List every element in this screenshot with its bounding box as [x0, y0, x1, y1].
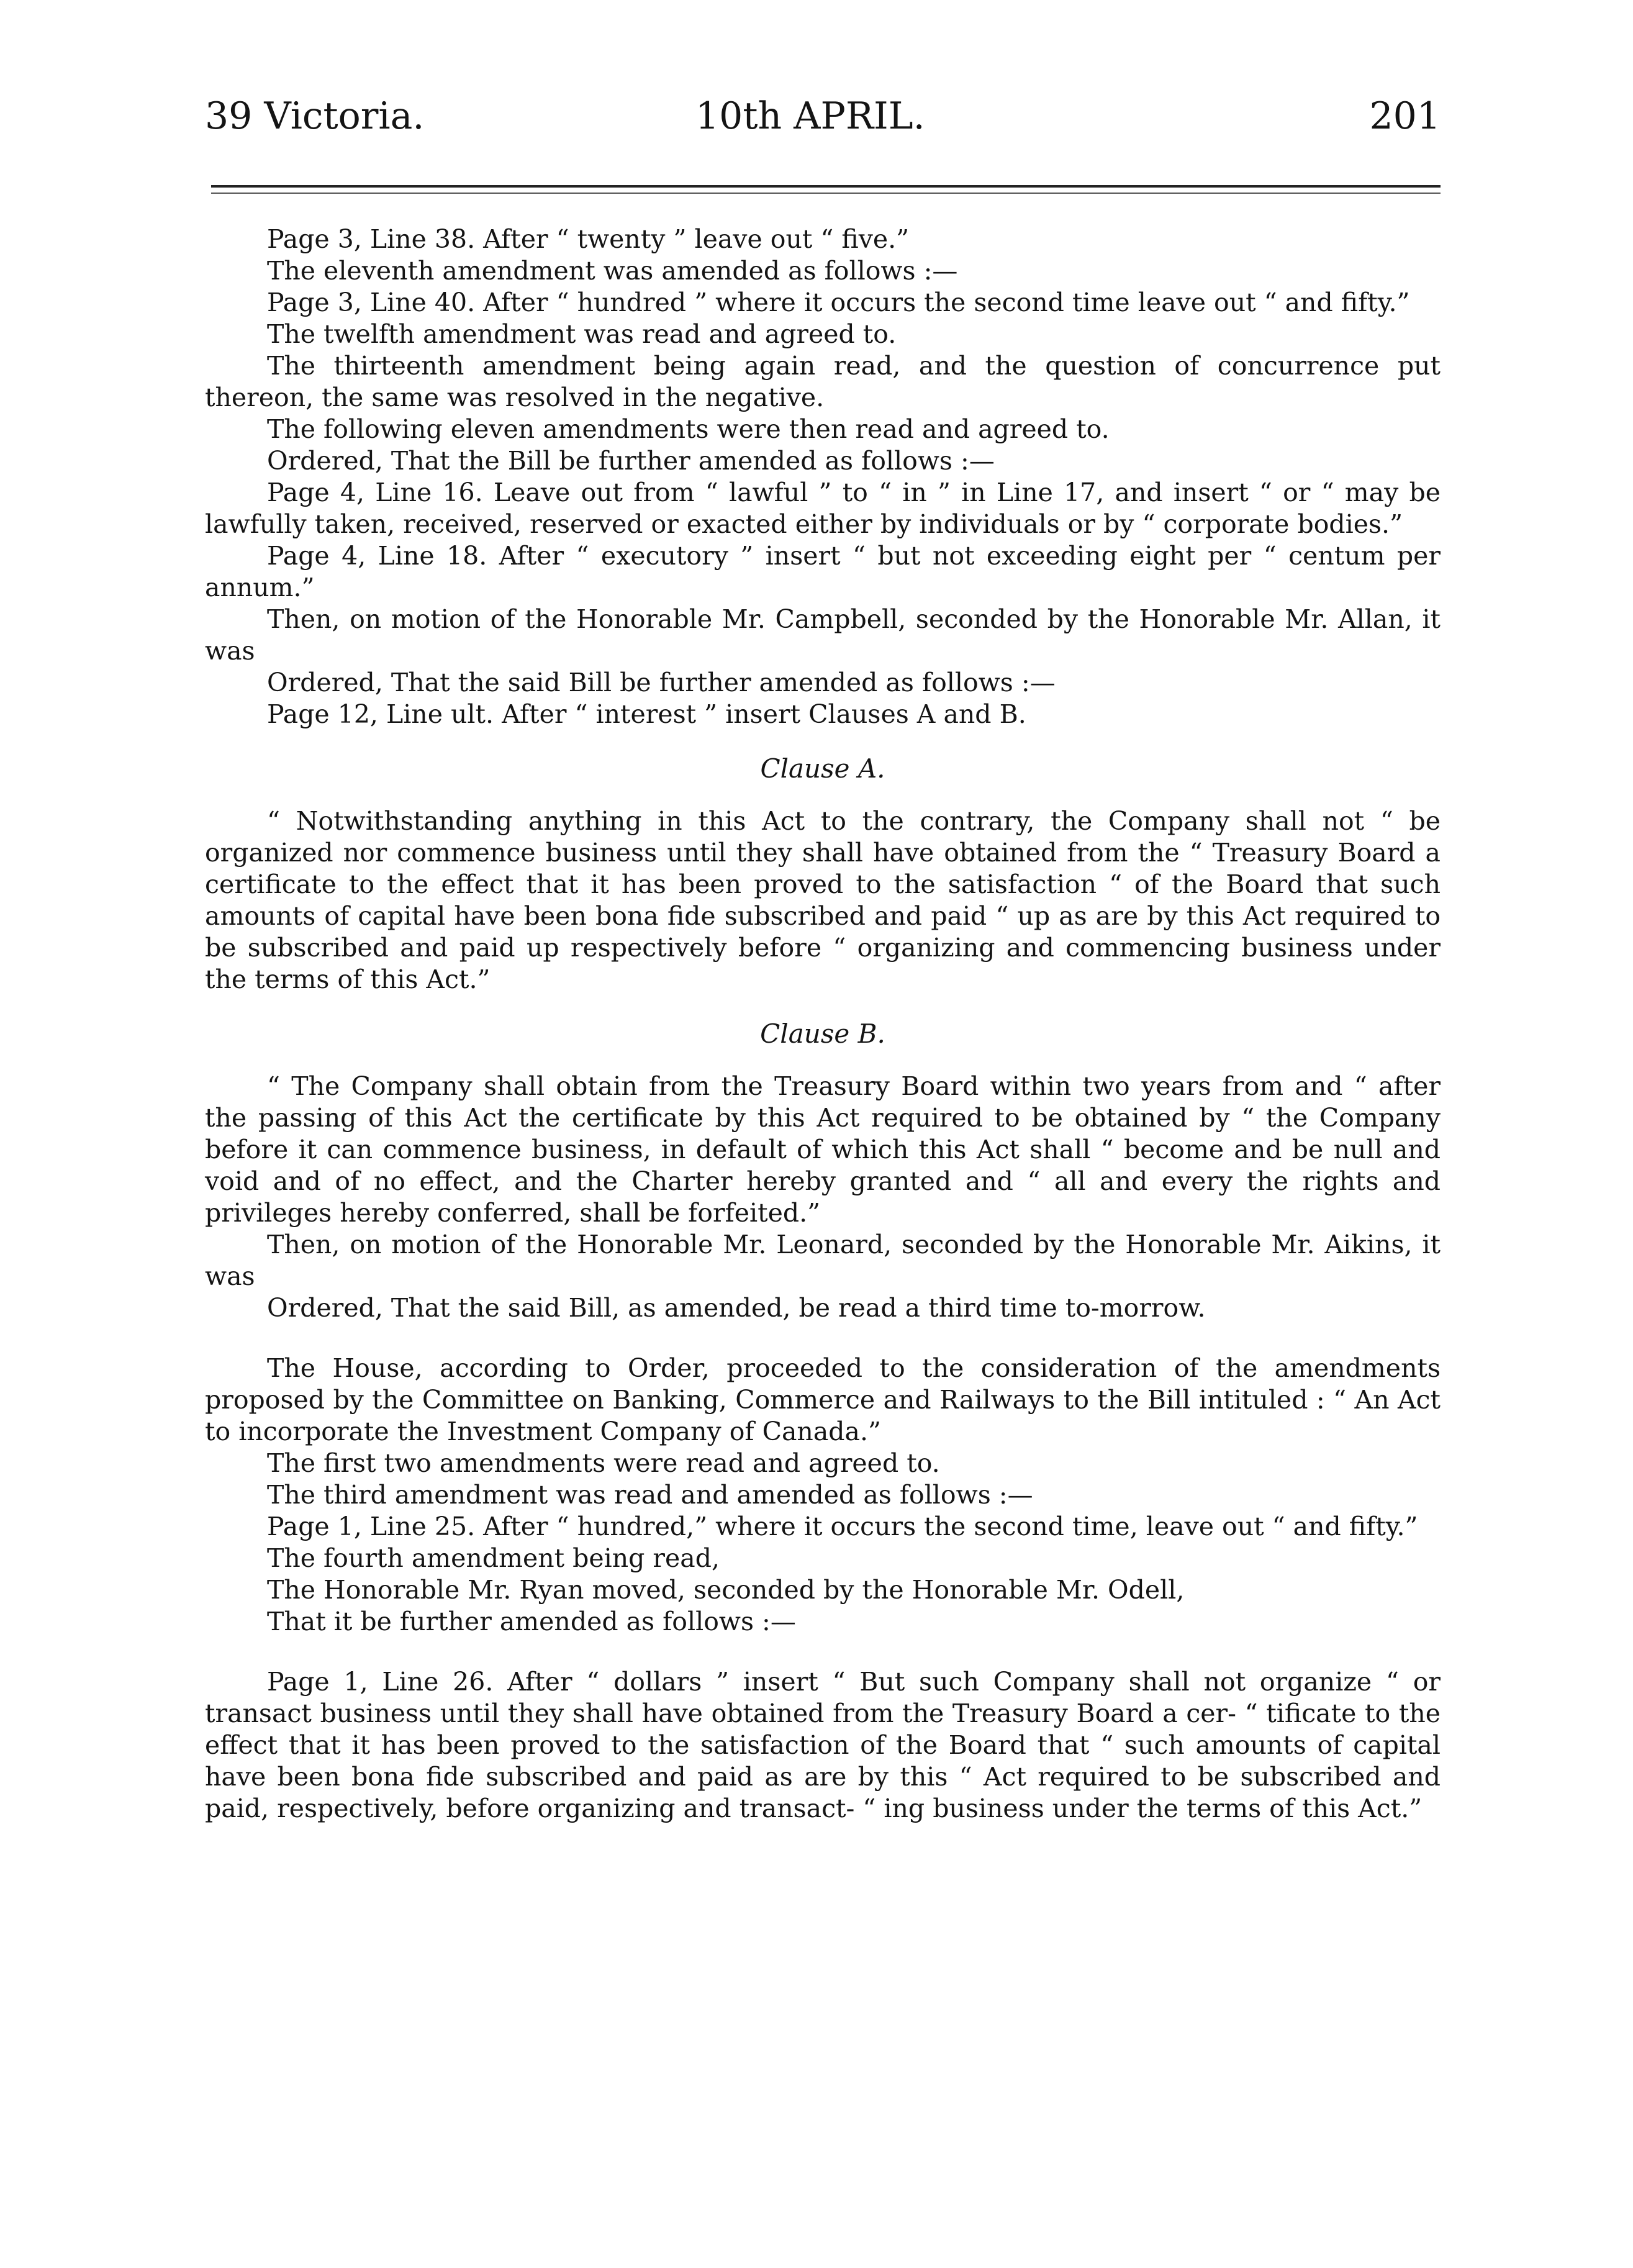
- clause-a-heading: Clause A.: [760, 753, 885, 784]
- paragraph: Page 3, Line 38. After “ twenty ” leave out “ five.”: [267, 224, 910, 254]
- paragraph: Then, on motion of the Honorable Mr. Leonard, seconded by the Honorable Mr. Aikins, it was: [205, 1230, 1441, 1291]
- final-paragraph: Page 1, Line 26. After “ dollars ” insert “ But such Company shall not organize “ or transact business until they shall have obtained from the Treasury Board a cer- “ tificate to the effect that it has been proved to the satisfaction of the Board that “ such amounts of capital have been bona fide subscribed and paid as are by this “ Act required to be subscribed and paid, respectively, before organizing and transact- “ ing business under the terms of this Act.”: [205, 1667, 1441, 1823]
- paragraph: Page 1, Line 25. After “ hundred,” where it occurs the second time, leave out “ and fifty.”: [267, 1512, 1418, 1541]
- paragraph: The thirteenth amendment being again read, and the question of concurrence put thereon, the same was resolved in the negative.: [205, 351, 1441, 412]
- header-session: 39 Victoria.: [205, 94, 425, 138]
- paragraph: Page 4, Line 18. After “ executory ” insert “ but not exceeding eight per “ centum per annum.”: [205, 541, 1441, 602]
- paragraph: Page 3, Line 40. After “ hundred ” where it occurs the second time leave out “ and fifty.”: [267, 288, 1410, 317]
- paragraph: The eleventh amendment was amended as follows :—: [267, 256, 958, 286]
- paragraph: Ordered, That the Bill be further amended as follows :—: [267, 446, 995, 476]
- paragraph: That it be further amended as follows :—: [267, 1607, 796, 1636]
- paragraph: Page 12, Line ult. After “ interest ” insert Clauses A and B.: [267, 699, 1026, 729]
- paragraph: The twelfth amendment was read and agreed to.: [267, 319, 897, 349]
- paragraph: Ordered, That the said Bill, as amended, be read a third time to-morrow.: [267, 1293, 1206, 1323]
- paragraph: The third amendment was read and amended as follows :—: [267, 1480, 1033, 1510]
- clause-b-heading: Clause B.: [760, 1018, 885, 1049]
- paragraph: The first two amendments were read and agreed to.: [267, 1448, 940, 1478]
- paragraph: The fourth amendment being read,: [267, 1543, 720, 1573]
- paragraph: The House, according to Order, proceeded to the consideration of the amendments proposed by the Committee on Banking, Commerce and Railways to the Bill intituled : “ An Act to incorporate the Investment Company of Canada.”: [205, 1353, 1441, 1446]
- paragraph: Ordered, That the said Bill be further amended as follows :—: [267, 668, 1056, 697]
- page-header: [205, 94, 1441, 150]
- header-date: 10th APRIL.: [695, 94, 925, 138]
- header-rule-thin: [211, 193, 1441, 194]
- paragraph: The following eleven amendments were then read and agreed to.: [267, 414, 1110, 444]
- paragraph: The Honorable Mr. Ryan moved, seconded by the Honorable Mr. Odell,: [267, 1575, 1185, 1605]
- paragraph: Then, on motion of the Honorable Mr. Campbell, seconded by the Honorable Mr. Allan, it was: [205, 604, 1441, 666]
- paragraph: Page 4, Line 16. Leave out from “ lawful ” to “ in ” in Line 17, and insert “ or “ may be lawfully taken, received, reserved or exacted either by individuals or by “ corporate bodies.”: [205, 478, 1441, 539]
- clause-a-text: “ Notwithstanding anything in this Act to the contrary, the Company shall not “ be organized nor commence business until they shall have obtained from the “ Treasury Board a certificate to the effect that it has been proved to the satisfaction “ of the Board that such amounts of capital have been bona fide subscribed and paid “ up as are by this Act required to be subscribed and paid up respectively before “ organizing and commencing business under the terms of this Act.”: [205, 806, 1441, 994]
- page-number: 201: [1369, 94, 1441, 138]
- header-rule: [211, 185, 1441, 188]
- page-body: [205, 224, 1441, 1825]
- clause-b-text: “ The Company shall obtain from the Treasury Board within two years from and “ after the passing of this Act the certificate by this Act required to be obtained by “ the Company before it can commence business, in default of which this Act shall “ become and be null and void and of no effect, and the Charter hereby granted and “ all and every the rights and privileges hereby conferred, shall be forfeited.”: [205, 1071, 1441, 1228]
